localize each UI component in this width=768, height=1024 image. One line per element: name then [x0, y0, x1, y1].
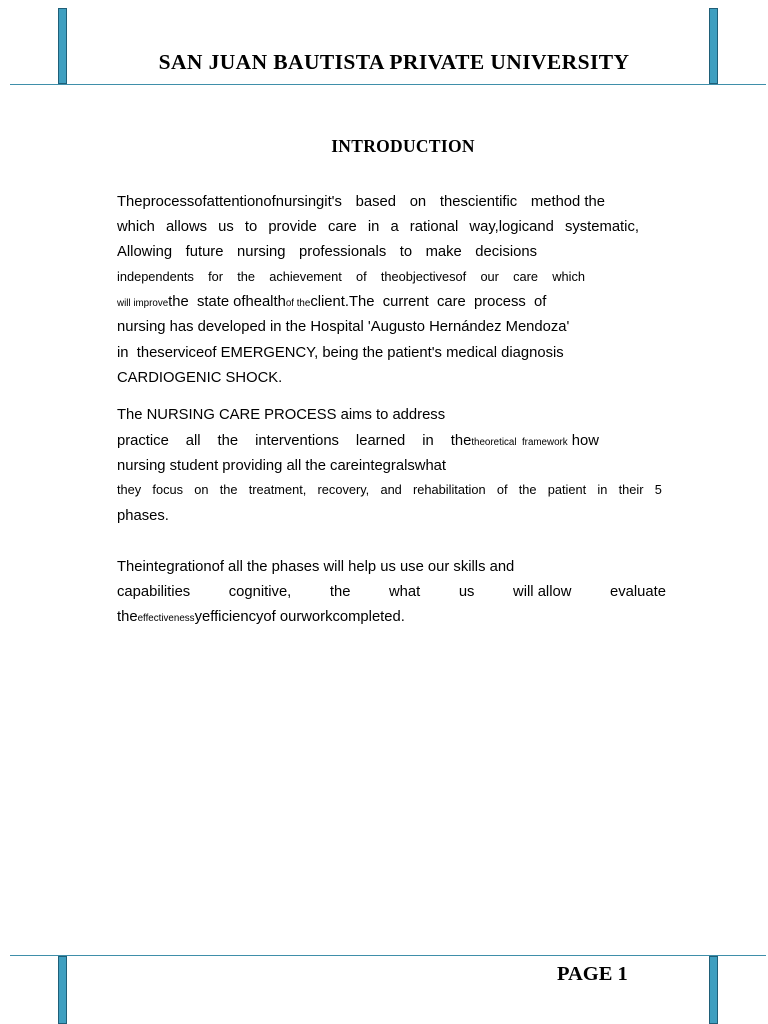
- word: what: [389, 584, 421, 600]
- word: all: [185, 433, 201, 449]
- paragraph-3-line-3: [117, 608, 666, 628]
- word: make: [425, 244, 462, 260]
- text-segment: yefficiencyof ourworkcompleted.: [194, 609, 405, 625]
- word: they: [117, 482, 142, 497]
- word: independents: [117, 269, 194, 284]
- word: nursing: [236, 244, 286, 260]
- word: to: [244, 219, 258, 235]
- word: decisions: [475, 244, 537, 260]
- word: to: [399, 244, 413, 260]
- word: capabilities: [117, 584, 191, 600]
- word: us: [458, 584, 475, 600]
- word: allows: [165, 219, 208, 235]
- word: future: [185, 244, 224, 260]
- paragraph-1-line-3: [117, 243, 537, 261]
- word: Theprocessofattentionofnursingit's: [117, 194, 342, 210]
- word: provide: [268, 219, 317, 235]
- word: based: [355, 194, 396, 210]
- paragraph-1-line-6: nursing has developed in the Hospital 'Augusto Hernández Mendoza': [117, 319, 570, 335]
- text-group: [451, 432, 599, 452]
- text-segment: how: [567, 433, 599, 449]
- word: treatment,: [248, 482, 307, 497]
- university-title: SAN JUAN BAUTISTA PRIVATE UNIVERSITY: [158, 50, 630, 74]
- paragraph-1-line-4: [117, 268, 585, 286]
- word: our: [480, 269, 499, 284]
- bottom-left-bar: [58, 956, 67, 1024]
- word: us: [218, 219, 234, 235]
- section-title: INTRODUCTION: [331, 136, 475, 156]
- word: systematic,: [564, 219, 639, 235]
- word: evaluate: [609, 584, 666, 600]
- word: interventions: [255, 433, 339, 449]
- word: the: [217, 433, 239, 449]
- word: cognitive,: [228, 584, 292, 600]
- word: care: [327, 219, 357, 235]
- word: in: [367, 219, 380, 235]
- word: rational: [409, 219, 459, 235]
- word: learned: [355, 433, 406, 449]
- word: in: [422, 433, 434, 449]
- word: which: [117, 219, 155, 235]
- word: practice: [117, 433, 169, 449]
- text-segment: the state ofhealth: [168, 294, 286, 310]
- paragraph-2-line-5: phases.: [117, 508, 169, 524]
- text-segment: will improve: [117, 298, 169, 309]
- word: achievement: [269, 269, 342, 284]
- paragraph-1-line-7: in theserviceof EMERGENCY, being the patient's medical diagnosis: [117, 345, 564, 361]
- text-segment: of the: [285, 298, 311, 309]
- word: which: [552, 269, 585, 284]
- word: will allow: [513, 584, 572, 600]
- paragraph-1-line-1: [117, 193, 605, 211]
- footer-rule: [10, 955, 766, 956]
- word: the: [329, 584, 351, 600]
- word: professionals: [299, 244, 387, 260]
- word: the: [518, 482, 537, 497]
- word: method the: [530, 194, 605, 210]
- word: in: [597, 482, 608, 497]
- text-segment: theoretical framework: [471, 437, 568, 448]
- bottom-right-bar: [709, 956, 718, 1024]
- paragraph-1-line-2: [117, 218, 639, 236]
- paragraph-2-line-2: [117, 432, 599, 452]
- paragraph-2-line-4: [117, 481, 662, 499]
- paragraph-3-line-2: [117, 583, 666, 601]
- text-segment: the: [117, 609, 138, 625]
- paragraph-2-line-1: The NURSING CARE PROCESS aims to address: [117, 407, 446, 423]
- word: of: [496, 482, 508, 497]
- word: rehabilitation: [413, 482, 486, 497]
- page-number: PAGE 1: [557, 963, 628, 985]
- word: theobjectivesof: [380, 269, 467, 284]
- word: and: [380, 482, 402, 497]
- word: the: [219, 482, 238, 497]
- header-rule: [10, 84, 766, 85]
- word: patient: [547, 482, 587, 497]
- word: thescientific: [439, 194, 518, 210]
- word: on: [409, 194, 427, 210]
- text-segment: effectiveness: [137, 613, 195, 624]
- text-segment: the: [450, 433, 472, 449]
- word: recovery,: [317, 482, 370, 497]
- word: their: [618, 482, 644, 497]
- paragraph-1-line-8: CARDIOGENIC SHOCK.: [117, 370, 283, 386]
- word: Allowing: [117, 244, 173, 260]
- word: the: [237, 269, 255, 284]
- paragraph-3-line-1: Theintegrationof all the phases will help us use our skills and: [117, 559, 515, 575]
- text-segment: client.The current care process of: [310, 294, 547, 310]
- word: a: [390, 219, 399, 235]
- word: way,logicand: [469, 219, 554, 235]
- word: 5: [654, 482, 662, 497]
- word: focus: [152, 482, 184, 497]
- word: for: [208, 269, 223, 284]
- word: of: [355, 269, 367, 284]
- word: care: [513, 269, 539, 284]
- word: on: [194, 482, 209, 497]
- paragraph-2-line-3: nursing student providing all the careintegralswhat: [117, 458, 447, 474]
- paragraph-1-line-5: [117, 293, 666, 313]
